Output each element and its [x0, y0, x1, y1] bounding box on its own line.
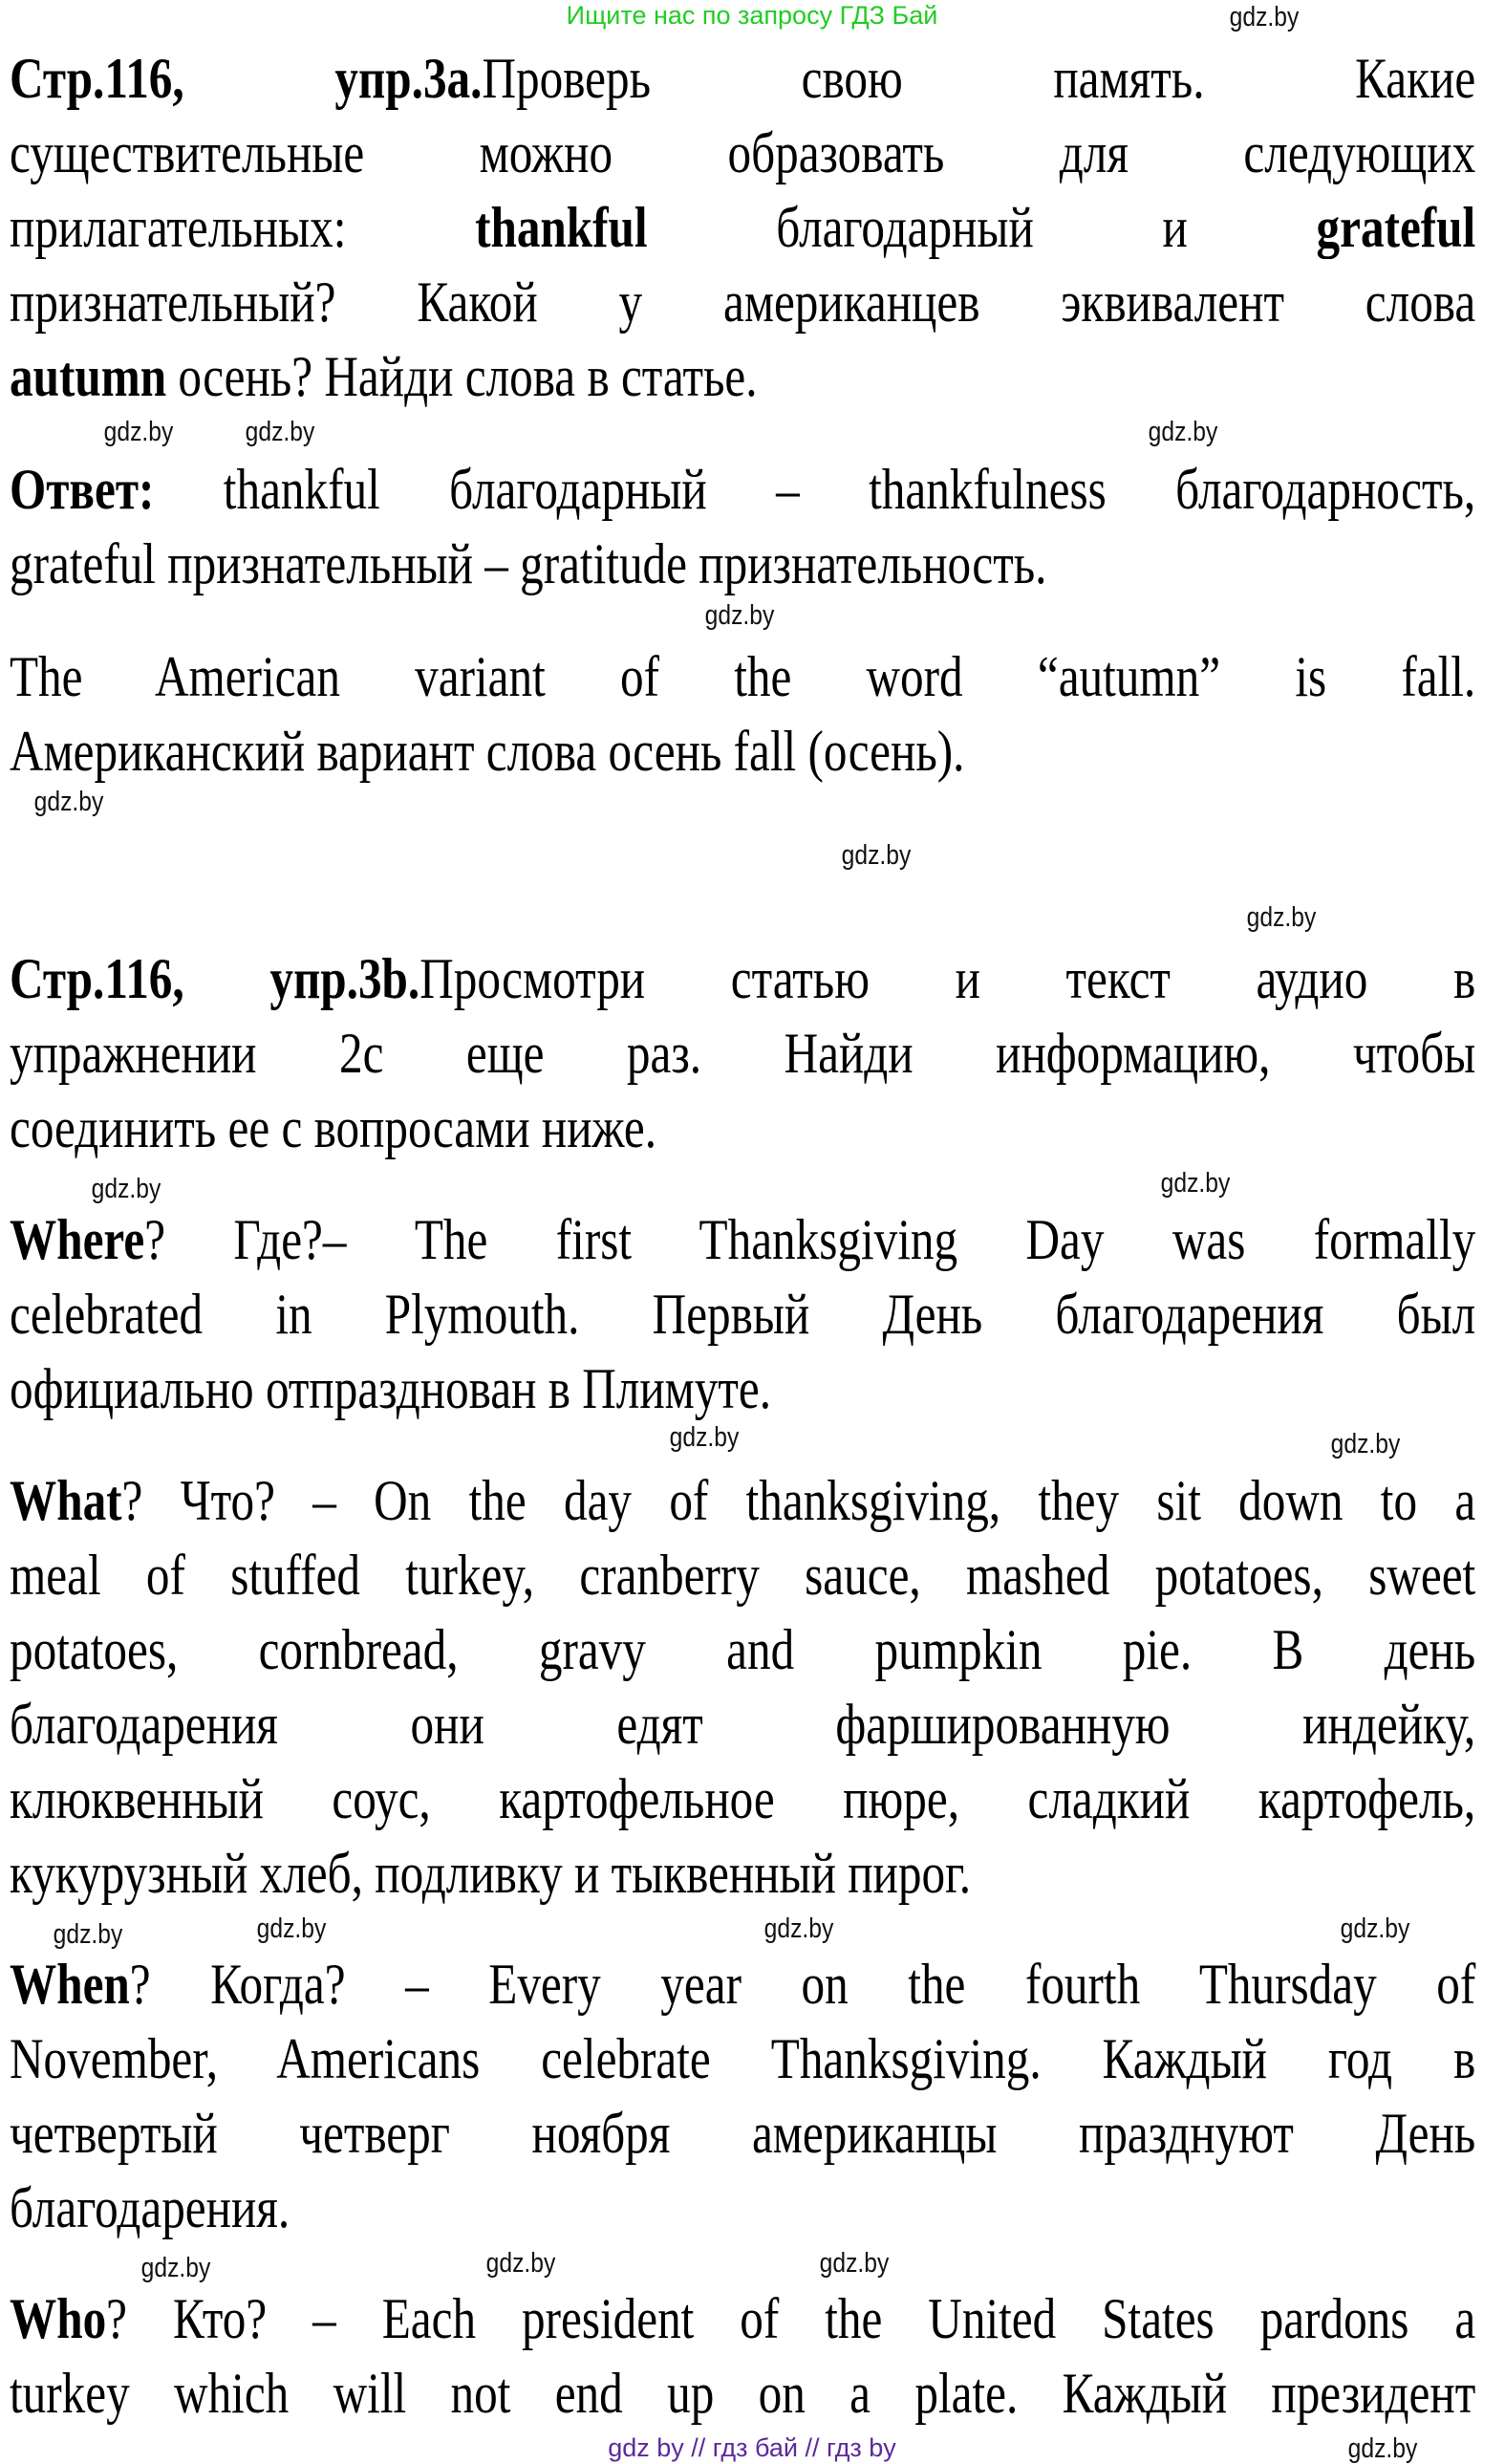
text	[184, 947, 270, 1010]
watermark: gdz.by	[1246, 902, 1317, 933]
bold-text: Стр.116,	[10, 47, 184, 110]
text: ? Где?– The first Thanksgiving Day was formally	[144, 1208, 1476, 1271]
bold-text: Who	[10, 2287, 107, 2350]
text: November, Americans celebrate Thanksgiving. Каждый год в	[10, 2027, 1476, 2090]
text: благодарения они едят фаршированную индейку,	[10, 1693, 1476, 1756]
watermark: gdz.by	[763, 1913, 834, 1944]
watermark: gdz.by	[53, 1919, 123, 1950]
text-line	[10, 1463, 1475, 1538]
text-line	[10, 2281, 1475, 2356]
text-line	[10, 639, 1475, 714]
text: Просмотри статью и текст аудио в	[419, 947, 1476, 1010]
text-line	[10, 1687, 1475, 1762]
bold-text: What	[10, 1469, 122, 1532]
text: упражнении 2с еще раз. Найди информацию, чтобы	[10, 1022, 1476, 1085]
text-line	[10, 1016, 1475, 1091]
text-line	[10, 1762, 1475, 1836]
text-line	[10, 41, 1475, 116]
bold-text: grateful	[1316, 196, 1476, 259]
text: potatoes, cornbread, gravy and pumpkin pie. В день	[10, 1618, 1476, 1681]
watermark: gdz.by	[704, 600, 775, 631]
text-line	[10, 452, 1475, 527]
text-line	[10, 1091, 1475, 1165]
text: Проверь свою память. Какие	[482, 47, 1476, 110]
text-line	[10, 2021, 1475, 2096]
text-line	[10, 527, 1475, 601]
bold-text: Where	[10, 1208, 145, 1271]
watermark: gdz.by	[485, 2248, 556, 2279]
text-line	[10, 1836, 1475, 1911]
text-line	[10, 2356, 1475, 2431]
text: meal of stuffed turkey, cranberry sauce, mashed potatoes, sweet	[10, 1544, 1476, 1607]
text: соединить ее с вопросами ниже.	[10, 1096, 657, 1159]
watermark: gdz.by	[33, 787, 104, 817]
header-banner: Ищите нас по запросу ГДЗ Бай	[566, 1, 938, 30]
text-line	[10, 1538, 1475, 1612]
text: благодарный и	[647, 196, 1317, 259]
text: благодарения.	[10, 2176, 290, 2239]
text: официально отпразднован в Плимуте.	[10, 1357, 772, 1420]
text-line	[10, 2171, 1475, 2245]
bold-text: thankful	[475, 196, 648, 259]
text: прилагательных:	[10, 196, 476, 259]
text-line	[10, 116, 1475, 190]
watermark: gdz.by	[841, 840, 912, 871]
text: celebrated in Plymouth. Первый День благодарения был	[10, 1283, 1476, 1346]
paragraph-answer-3a	[10, 452, 1505, 601]
text: клюквенный соус, картофельное пюре, сладкий картофель,	[10, 1767, 1476, 1830]
paragraph-answer-what	[10, 1463, 1505, 1911]
paragraph-answer-who	[10, 2281, 1505, 2431]
text: turkey which will not end up on a plate. Каждый президент	[10, 2362, 1476, 2425]
text	[184, 47, 335, 110]
watermark: gdz.by	[91, 1174, 161, 1204]
watermark: gdz.by	[140, 2253, 211, 2283]
bold-text: Стр.116,	[10, 947, 184, 1010]
text-line	[10, 2096, 1475, 2171]
text-line	[10, 1277, 1475, 1351]
text: thankful благодарный – thankfulness благодарность,	[154, 458, 1476, 521]
text-line	[10, 1351, 1475, 1426]
text-line	[10, 1947, 1475, 2021]
watermark: gdz.by	[245, 417, 315, 447]
text: The American variant of the word “autumn” is fall.	[10, 645, 1476, 708]
watermark: gdz.by	[819, 2248, 890, 2279]
text: кукурузный хлеб, подливку и тыквенный пирог.	[10, 1842, 972, 1905]
footer-banner: gdz by // гдз бай // гдз by	[608, 2433, 896, 2462]
paragraph-task-3a	[10, 41, 1505, 414]
bold-text: When	[10, 1953, 130, 2016]
text: ? Что? – On the day of thanksgiving, they sit down to a	[121, 1469, 1476, 1532]
text-line	[10, 1202, 1475, 1277]
text: четвертый четверг ноября американцы празднуют День	[10, 2102, 1476, 2165]
bold-text: Ответ:	[10, 458, 155, 521]
paragraph-american-variant	[10, 639, 1505, 789]
text: осень? Найди слова в статье.	[166, 345, 758, 408]
text: ? Кто? – Each president of the United States pardons a	[106, 2287, 1476, 2350]
watermark: gdz.by	[1229, 2, 1300, 32]
watermark: gdz.by	[669, 1422, 740, 1453]
text-line	[10, 339, 1475, 414]
text-line	[10, 941, 1475, 1016]
paragraph-answer-where	[10, 1202, 1505, 1426]
text: существительные можно образовать для следующих	[10, 121, 1476, 184]
bold-text: упр.3а.	[334, 47, 483, 110]
text-line	[10, 714, 1475, 789]
text-line	[10, 265, 1475, 339]
watermark: gdz.by	[1347, 2433, 1418, 2464]
text-line	[10, 190, 1475, 265]
paragraph-task-3b	[10, 941, 1505, 1165]
watermark: gdz.by	[1148, 417, 1218, 447]
watermark: gdz.by	[103, 417, 174, 447]
text: Американский вариант слова осень fall (осень).	[10, 720, 965, 783]
text: ? Когда? – Every year on the fourth Thursday of	[129, 1953, 1476, 2016]
text: grateful признательный – gratitude признательность.	[10, 532, 1047, 595]
watermark: gdz.by	[1340, 1913, 1410, 1944]
bold-text: упр.3b.	[269, 947, 420, 1010]
watermark: gdz.by	[1160, 1168, 1231, 1199]
text-line	[10, 1612, 1475, 1687]
text: признательный? Какой у американцев эквивалент слова	[10, 270, 1476, 334]
watermark: gdz.by	[1330, 1429, 1401, 1459]
paragraph-answer-when	[10, 1947, 1505, 2245]
bold-text: autumn	[10, 345, 167, 408]
watermark: gdz.by	[256, 1913, 327, 1944]
